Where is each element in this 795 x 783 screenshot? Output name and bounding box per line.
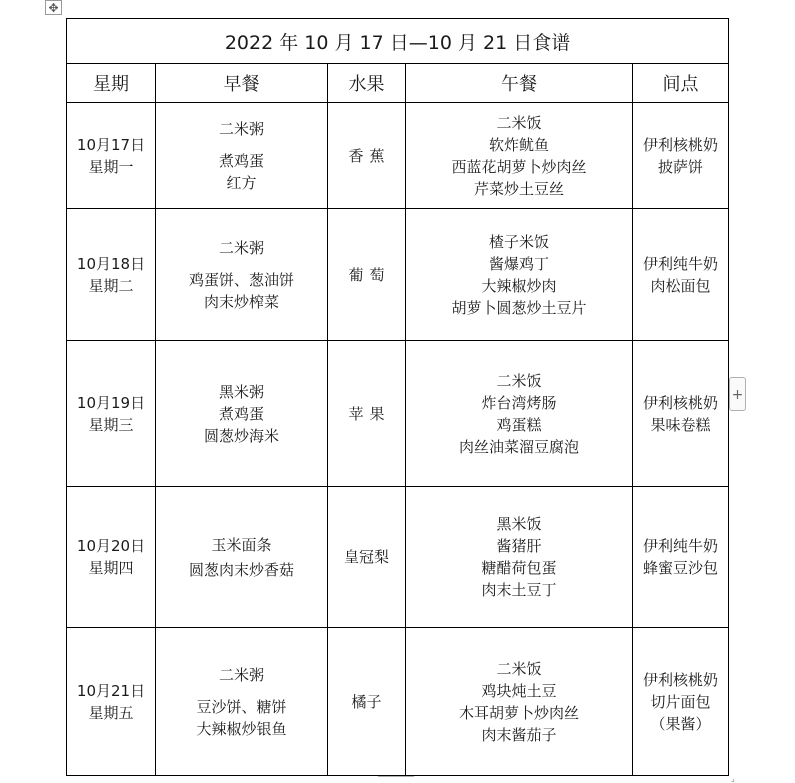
weekday-label: 星期五 [88, 703, 134, 722]
date-label: 10月18日 [76, 254, 146, 273]
lunch-cell [406, 628, 633, 776]
lunch-cell [406, 487, 633, 628]
lunch-item: 黑米饭 [496, 515, 542, 533]
lunch-item: 肉末土豆丁 [481, 581, 557, 599]
breakfast-item: 圆葱炒海米 [203, 426, 279, 445]
breakfast-item: 煮鸡蛋 [218, 404, 264, 423]
lunch-item: 芹菜炒土豆丝 [473, 179, 564, 198]
lunch-item: 炸台湾烤肠 [481, 393, 557, 412]
fruit-item: 橘子 [351, 692, 382, 711]
weekday-label: 星期一 [88, 157, 134, 176]
snack-cell [633, 209, 729, 341]
snack-item: 蜂蜜豆沙包 [643, 559, 719, 577]
breakfast-item: 玉米面条 [211, 535, 272, 554]
lunch-item: 楂子米饭 [488, 232, 549, 251]
fruit-item: 苹果 [348, 404, 391, 423]
table-row [67, 487, 729, 628]
table-row [67, 341, 729, 487]
breakfast-item: 鸡蛋饼、葱油饼 [188, 270, 294, 289]
snack-item: 切片面包 [650, 692, 711, 711]
breakfast-item: 煮鸡蛋 [218, 151, 264, 170]
fruit-cell [328, 487, 406, 628]
breakfast-cell [156, 341, 328, 487]
table-row [67, 628, 729, 776]
header-snack: 间点 [633, 64, 729, 103]
snack-cell [633, 341, 729, 487]
date-label: 10月20日 [76, 537, 146, 555]
lunch-item: 酱猪肝 [496, 537, 542, 555]
add-column-button[interactable]: + [729, 377, 746, 411]
fruit-item: 皇冠梨 [343, 548, 389, 566]
snack-cell [633, 487, 729, 628]
lunch-cell [406, 103, 633, 209]
breakfast-cell [156, 209, 328, 341]
header-breakfast: 早餐 [156, 64, 328, 103]
breakfast-cell [156, 628, 328, 776]
fruit-cell [328, 341, 406, 487]
date-label: 10月17日 [76, 135, 146, 154]
snack-item: （果酱） [650, 714, 711, 733]
breakfast-cell [156, 487, 328, 628]
breakfast-item: 二米粥 [218, 665, 264, 684]
weekday-label: 星期三 [88, 415, 134, 434]
table-move-handle-icon[interactable]: ✥ [45, 0, 62, 15]
table-row [67, 209, 729, 341]
lunch-item: 鸡蛋糕 [496, 415, 542, 434]
breakfast-item: 豆沙饼、糖饼 [196, 697, 287, 716]
weekday-label: 星期二 [88, 276, 134, 295]
lunch-cell [406, 341, 633, 487]
table-resize-handle-icon[interactable]: ⌟ [731, 774, 735, 783]
date-cell [67, 209, 156, 341]
table-row [67, 103, 729, 209]
snack-item: 果味卷糕 [650, 415, 711, 434]
date-label: 10月19日 [76, 393, 146, 412]
snack-item: 伊利纯牛奶 [643, 537, 719, 555]
menu-title: 2022 年 10 月 17 日—10 月 21 日食谱 [67, 19, 729, 64]
breakfast-item: 圆葱肉末炒香菇 [188, 560, 294, 579]
snack-item: 伊利核桃奶 [643, 670, 719, 689]
snack-cell [633, 628, 729, 776]
lunch-item: 鸡块炖土豆 [481, 681, 557, 700]
lunch-item: 大辣椒炒肉 [481, 276, 557, 295]
lunch-item: 糖醋荷包蛋 [481, 559, 557, 577]
snack-item: 伊利核桃奶 [643, 393, 719, 412]
snack-item: 伊利核桃奶 [643, 135, 719, 154]
breakfast-item: 黑米粥 [218, 382, 264, 401]
date-cell [67, 487, 156, 628]
lunch-item: 肉末酱茄子 [481, 725, 557, 744]
date-label: 10月21日 [76, 681, 146, 700]
breakfast-item: 大辣椒炒银鱼 [196, 719, 287, 738]
lunch-item: 二米饭 [496, 659, 542, 678]
lunch-item: 二米饭 [496, 113, 542, 132]
breakfast-cell [156, 103, 328, 209]
weekday-label: 星期四 [88, 559, 134, 577]
fruit-item: 葡萄 [348, 265, 391, 284]
lunch-item: 木耳胡萝卜炒肉丝 [458, 703, 579, 722]
lunch-item: 软炸鱿鱼 [488, 135, 549, 154]
lunch-item: 酱爆鸡丁 [488, 254, 549, 273]
fruit-cell [328, 209, 406, 341]
header-fruit: 水果 [328, 64, 406, 103]
weekly-menu-table [66, 18, 729, 776]
breakfast-item: 红方 [226, 173, 257, 192]
lunch-item: 二米饭 [496, 371, 542, 390]
fruit-cell [328, 628, 406, 776]
lunch-cell [406, 209, 633, 341]
snack-cell [633, 103, 729, 209]
lunch-item: 胡萝卜圆葱炒土豆片 [451, 298, 587, 317]
lunch-item: 肉丝油菜溜豆腐泡 [458, 437, 579, 456]
fruit-item: 香蕉 [348, 146, 391, 165]
lunch-item: 西蓝花胡萝卜炒肉丝 [451, 157, 587, 176]
header-day: 星期 [67, 64, 156, 103]
breakfast-item: 二米粥 [218, 238, 264, 257]
breakfast-item: 肉末炒榨菜 [203, 292, 279, 311]
header-lunch: 午餐 [406, 64, 633, 103]
snack-item: 肉松面包 [650, 276, 711, 295]
date-cell [67, 341, 156, 487]
date-cell [67, 628, 156, 776]
date-cell [67, 103, 156, 209]
snack-item: 伊利纯牛奶 [643, 254, 719, 273]
snack-item: 披萨饼 [658, 157, 704, 176]
breakfast-item: 二米粥 [218, 119, 264, 138]
fruit-cell [328, 103, 406, 209]
